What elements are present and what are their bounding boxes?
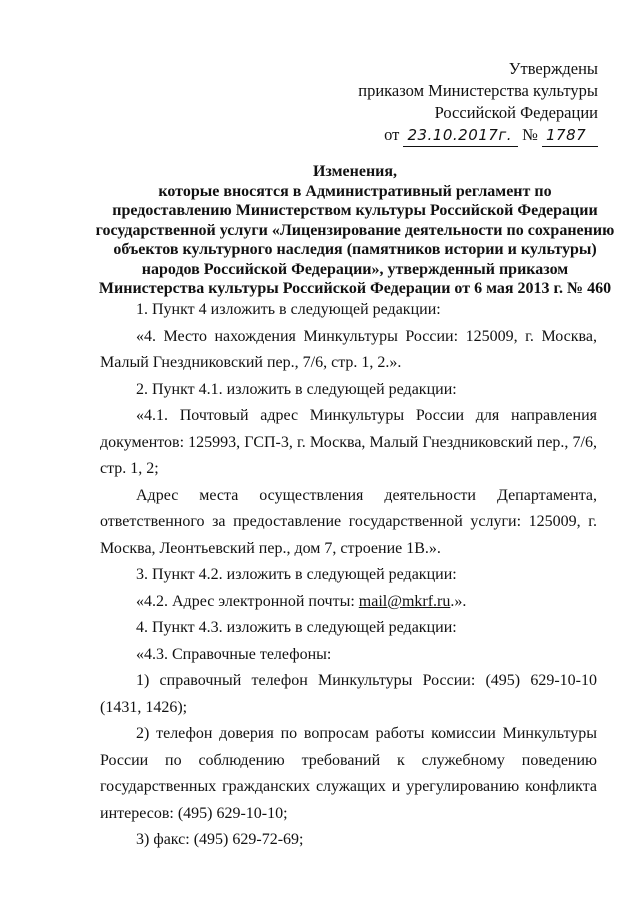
paragraph-9: «4.3. Справочные телефоны:: [136, 645, 332, 663]
title-line-7: Министерства культуры Российской Федерации от 6 мая 2013 г. № 460: [98, 280, 612, 297]
title-line-1: Изменения,: [312, 163, 398, 180]
title-line-4: государственной услуги «Лицензирование деятельности по сохранению: [95, 221, 615, 239]
email-link[interactable]: mail@mkrf.ru: [358, 592, 451, 610]
paragraph-11: 2) телефон доверия по вопросам работы комиссии Минкультуры России по соблюдению требований к служебному поведению государственных гражданских служащих и урегулированию конфликта интересов: (495) 629-10-10;: [100, 725, 597, 822]
paragraph-7-suffix: .».: [450, 592, 467, 610]
paragraph-12: 3) факс: (495) 629-72-69;: [136, 831, 304, 848]
approval-order-line: приказом Министерства культуры: [358, 81, 598, 100]
approval-block: [298, 58, 598, 147]
paragraph-6: 3. Пункт 4.2. изложить в следующей редакции:: [136, 566, 457, 583]
title-line-6: народов Российской Федерации», утвержденный приказом: [141, 260, 569, 278]
paragraph-2: «4. Место нахождения Минкультуры России: 125009, г. Москва, Малый Гнездниковский пер., 7/6, стр. 1, 2.».: [100, 327, 597, 371]
number-prefix: №: [522, 125, 538, 144]
title-line-3: предоставлению Министерством культуры Российской Федерации: [112, 202, 598, 219]
document-title: [90, 162, 620, 299]
title-line-2: которые вносятся в Административный регламент по: [158, 182, 552, 200]
paragraph-7-prefix: «4.2. Адрес электронной почты:: [136, 592, 359, 610]
approval-heading: Утверждены: [508, 59, 598, 78]
approval-country-line: Российской Федерации: [434, 103, 598, 122]
paragraph-7: [100, 589, 597, 616]
paragraph-4: «4.1. Почтовый адрес Минкультуры России для направления документов: 125993, ГСП-3, г. Москва, Малый Гнездниковский пер., 7/6, стр. 1, 2;: [100, 407, 597, 477]
paragraph-8: 4. Пункт 4.3. изложить в следующей редакции:: [136, 619, 457, 636]
handwritten-number: 1787: [542, 124, 598, 147]
paragraph-5: Адрес места осуществления деятельности Департамента, ответственного за предоставление государственной услуги: 125009, г. Москва, Леонтьевский пер., дом 7, строение 1В.».: [100, 486, 597, 557]
date-prefix: от: [384, 125, 400, 144]
paragraph-3: 2. Пункт 4.1. изложить в следующей редакции:: [136, 380, 457, 398]
document-body: [100, 297, 597, 854]
handwritten-date: 23.10.2017г.: [403, 124, 518, 147]
approval-date-number-line: [298, 124, 598, 147]
paragraph-10: 1) справочный телефон Минкультуры России: (495) 629-10-10 (1431, 1426);: [100, 672, 597, 716]
title-line-5: объектов культурного наследия (памятников истории и культуры): [113, 241, 597, 258]
paragraph-1: 1. Пункт 4 изложить в следующей редакции:: [136, 301, 441, 318]
